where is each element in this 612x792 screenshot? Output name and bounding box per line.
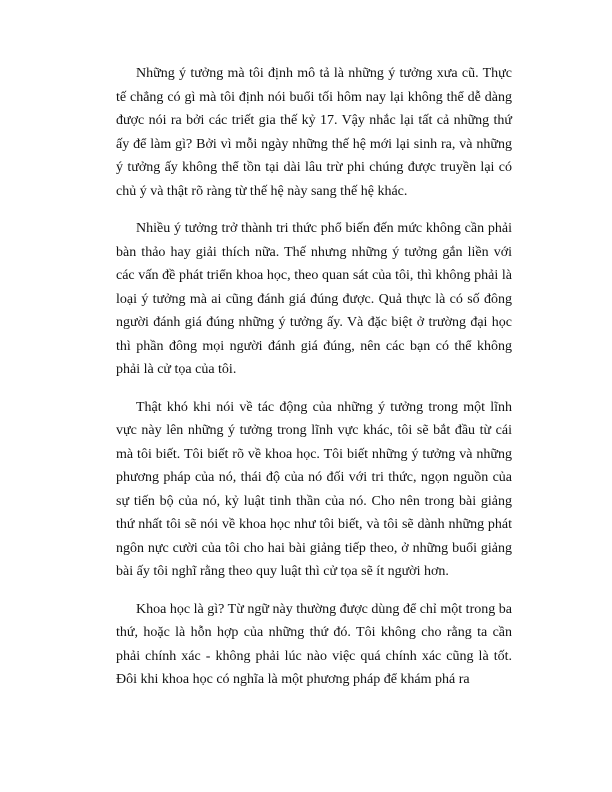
paragraph: Những ý tưởng mà tôi định mô tả là những ý tưởng xưa cũ. Thực tế chẳng có gì mà tôi định nói buổi tối hôm nay lại không thể dễ dàng được nói ra bởi các triết gia thế kỷ 17. Vậy nhắc lại tất cả những thứ ấy để làm gì? Bởi vì mỗi ngày những thế hệ mới lại sinh ra, và những ý tưởng ấy không thể tồn tại dài lâu trừ phi chúng được truyền lại có chủ ý và thật rõ ràng từ thế hệ này sang thế hệ khác. bbox=[116, 66, 512, 199]
paragraph: Khoa học là gì? Từ ngữ này thường được dùng để chỉ một trong ba thứ, hoặc là hỗn hợp của những thứ đó. Tôi không cho rằng ta cần phải chính xác - không phải lúc nào việc quá chính xác cũng là tốt. Đôi khi khoa học có nghĩa là một phương pháp để khám phá ra bbox=[116, 601, 512, 687]
paragraph: Thật khó khi nói về tác động của những ý tưởng trong một lĩnh vực này lên những ý tưởng trong lĩnh vực khác, tôi sẽ bắt đầu từ cái mà tôi biết. Tôi biết rõ về khoa học. Tôi biết những ý tưởng và những phương pháp của nó, thái độ của nó đối với tri thức, ngọn nguồn của sự tiến bộ của nó, kỷ luật tinh thần của nó. Cho nên trong bài giảng thứ nhất tôi sẽ nói về khoa học như tôi biết, và tôi sẽ dành những phát ngôn nực cười của tôi cho hai bài giảng tiếp theo, ở những buổi giảng bài ấy tôi nghĩ rằng theo quy luật thì cử tọa sẽ ít người hơn. bbox=[116, 399, 512, 579]
paragraph: Nhiều ý tưởng trở thành tri thức phổ biến đến mức không cần phải bàn thảo hay giải thích nữa. Thế nhưng những ý tưởng gắn liền với các vấn đề phát triển khoa học, theo quan sát của tôi, thì không phải là loại ý tưởng mà ai cũng đánh giá đúng được. Quả thực là có số đông người đánh giá đúng những ý tưởng ấy. Và đặc biệt ở trường đại học thì phần đông mọi người đánh giá đúng, nên các bạn có thể không phải là cử tọa của tôi. bbox=[116, 221, 512, 377]
document-body bbox=[116, 62, 512, 706]
